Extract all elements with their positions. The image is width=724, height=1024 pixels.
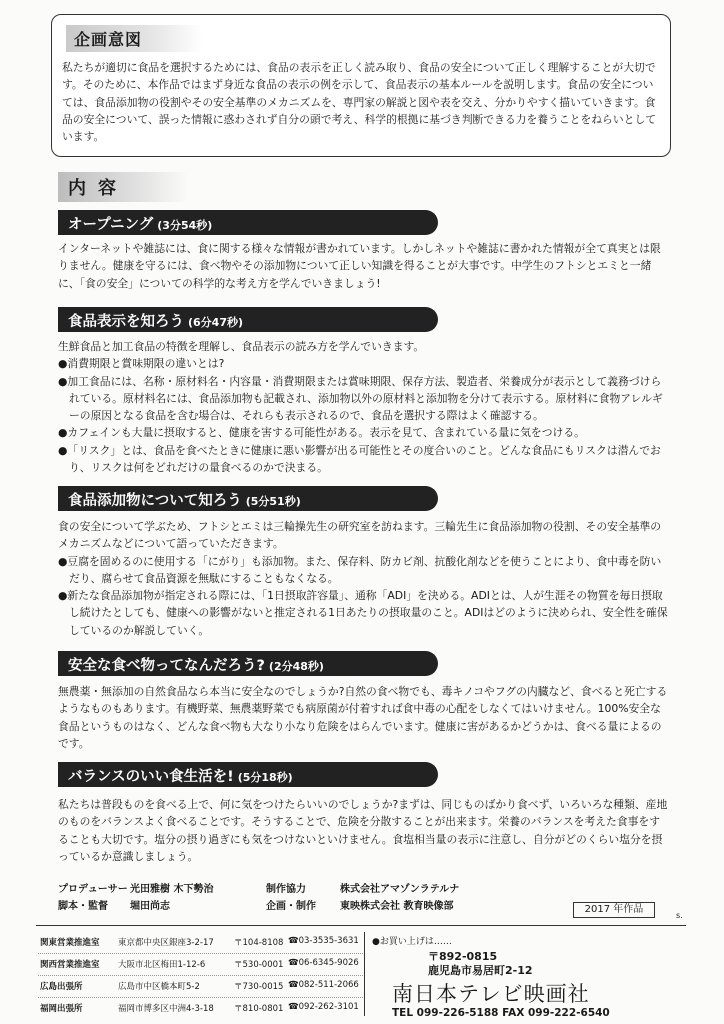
section-paragraph: インターネットや雑誌には、食に関する様々な情報が書かれています。しかしネットや雑誌に書かれた情報が全て真実とは限りません。健康を守るには、食べ物やその添加物について正しい知識を得ることが大事です。中学生のフトシとエミと一緒に、「食の安全」についての科学的な考え方を学んでいきましょう! bbox=[58, 242, 661, 290]
intro-box bbox=[51, 14, 671, 157]
office-address: 大阪市北区梅田1-12-6 bbox=[118, 960, 206, 970]
office-row bbox=[38, 932, 363, 954]
section-bar-balance bbox=[58, 762, 438, 787]
coop-value: 株式会社アマゾンラテルナ bbox=[340, 884, 460, 895]
section-bar-labels bbox=[58, 307, 438, 332]
office-address: 福岡市博多区中洲4-3-18 bbox=[118, 1004, 214, 1014]
section-duration: (3分54秒) bbox=[157, 219, 213, 232]
tel-fax: TEL 099-226-5188 FAX 099-222-6540 bbox=[392, 1007, 610, 1019]
office-phone: ☎092-262-3101 bbox=[288, 1002, 359, 1012]
office-postal: 〒810-0801 bbox=[234, 1004, 284, 1014]
order-postal: 〒892-0815 bbox=[428, 950, 498, 963]
office-name: 関西営業推進室 bbox=[40, 960, 100, 970]
section-bar-opening bbox=[58, 210, 438, 235]
office-phone: ☎03-3535-3631 bbox=[288, 936, 359, 946]
section-body-safe-food bbox=[58, 683, 670, 752]
order-address: 鹿児島市易居町2-12 bbox=[428, 964, 533, 977]
order-label: ●お買い上げは…… bbox=[372, 937, 452, 947]
section-duration: (6分47秒) bbox=[188, 316, 244, 329]
section-bar-safe-food bbox=[58, 651, 438, 676]
bullet-item: ●豆腐を固めるのに使用する「にがり」も添加物。また、保存料、防カビ剤、抗酸化剤などを使うことにより、食中毒を防いだり、腐らせて食品資源を無駄にすることもなくなる。 bbox=[58, 554, 662, 585]
section-title: 食品添加物について知ろう bbox=[68, 493, 242, 509]
section-title: バランスのいい食生活を! bbox=[68, 769, 234, 785]
bullet-item: ●カフェインも大量に摂取すると、健康を害する可能性がある。表示を見て、含まれている量に気をつける。 bbox=[58, 426, 585, 440]
company-name: 南日本テレビ映画社 bbox=[392, 982, 590, 1006]
office-name: 福岡出張所 bbox=[40, 1004, 83, 1014]
director-value: 堀田尚志 bbox=[130, 901, 170, 912]
section-title: オープニング bbox=[68, 217, 154, 233]
section-duration: (5分18秒) bbox=[237, 771, 293, 784]
section-duration: (5分51秒) bbox=[245, 495, 301, 508]
office-postal: 〒730-0015 bbox=[234, 982, 284, 992]
director-label: 脚本・監督 bbox=[58, 901, 108, 912]
section-body-balance bbox=[58, 796, 670, 865]
s-mark: s. bbox=[676, 911, 683, 920]
bullet-item: ●新たな食品添加物が指定される際には、「1日摂取許容量」、通称「ADI」を決める。ADIとは、人が生涯その物質を毎日摂取し続けたとしても、健康への影響がないと推定される1日あたりの摂取量のこと。ADIはどのように決められ、安全性を確保しているのか解説していく。 bbox=[58, 589, 668, 637]
section-paragraph: 生鮮食品と加工食品の特徴を理解し、食品表示の読み方を学んでいきます。 bbox=[58, 340, 425, 353]
office-phone: ☎06-6345-9026 bbox=[288, 958, 359, 968]
coop-label: 制作協力 bbox=[266, 884, 306, 895]
office-phone: ☎082-511-2066 bbox=[288, 980, 359, 990]
office-list bbox=[38, 932, 363, 1019]
section-title: 食品表示を知ろう bbox=[68, 314, 184, 330]
producer-label: プロデューサー bbox=[58, 884, 128, 895]
office-name: 広島出張所 bbox=[40, 982, 83, 992]
office-address: 広島市中区橋本町5-2 bbox=[118, 982, 200, 992]
section-title: 安全な食べ物ってなんだろう? bbox=[68, 658, 265, 674]
office-row bbox=[38, 976, 363, 998]
section-paragraph: 私たちは普段ものを食べる上で、何に気をつけたらいいのでしょうか?まずは、同じものばかり食べず、いろいろな種類、産地のものをバランスよく食べることです。そうすることで、危険を分散することが出来ます。栄養のバランスを考えた食事をすることも大切です。塩分の摂り過ぎにも気をつけないといけません。食塩相当量の表示に注意し、自分がどのくらい塩分を摂っているか意識しましょう。 bbox=[58, 798, 668, 863]
intro-heading: 企画意図 bbox=[66, 25, 202, 52]
office-name: 関東営業推進室 bbox=[40, 938, 100, 948]
office-postal: 〒104-8108 bbox=[234, 938, 284, 948]
office-row bbox=[38, 998, 363, 1019]
section-body-opening bbox=[58, 240, 670, 292]
bullet-item: ●加工食品には、名称・原材料名・内容量・消費期限または賞味期限、保存方法、製造者、栄養成分が表示として義務づけられている。原材料名には、食品添加物も記載され、添加物以外の原材料と添加物を分けて表示する。原材料に食物アレルギーの原因となる食品を含む場合は、それらも表示されるので、食品を選択する際はよく確認する。 bbox=[58, 374, 663, 423]
year-box: 2017 年作品 bbox=[573, 902, 655, 918]
section-paragraph: 無農薬・無添加の自然食品なら本当に安全なのでしょうか?自然の食べ物でも、毒キノコやフグの内臓など、食べると死亡するようなものもあります。有機野菜、無農薬野菜でも病原菌が付着すれば食中毒の心配をしなくてはいけません。100%安全な食品というものはなく、どんな食べ物も大なり小なり危険をはらんでいます。健康に害があるかどうかは、食べる量によるのです。 bbox=[58, 685, 668, 750]
footer-divider bbox=[36, 925, 686, 926]
footer-vertical-divider bbox=[364, 932, 365, 1016]
section-duration: (2分48秒) bbox=[268, 660, 324, 673]
producer-value: 光田雅樹 木下勢治 bbox=[130, 884, 214, 895]
section-body-labels bbox=[58, 338, 670, 476]
office-row bbox=[38, 954, 363, 976]
plan-value: 東映株式会社 教育映像部 bbox=[340, 901, 454, 912]
section-bar-additives bbox=[58, 486, 438, 511]
office-postal: 〒530-0001 bbox=[234, 960, 284, 970]
bullet-item: ●「リスク」とは、食品を食べたときに健康に悪い影響が出る可能性とその度合いのこと。どんな食品にもリスクは潜んでおり、リスクは何をどれだけの量食べるのかで決まる。 bbox=[58, 443, 661, 475]
contents-heading: 内容 bbox=[58, 172, 188, 202]
office-address: 東京都中央区銀座3-2-17 bbox=[118, 938, 214, 948]
bullet-item: ●消費期限と賞味期限の違いとは? bbox=[58, 357, 225, 371]
intro-text: 私たちが適切に食品を選択するためには、食品の表示を正しく読み取り、食品の安全について正しく理解することが大切です。そのために、本作品ではまず身近な食品の表示の例を示して、食品表示の基本ルールを説明します。食品の安全については、食品添加物の役割やその安全基準のメカニズムを、専門家の解説と図や表を交え、分かりやすく描いていきます。食品の安全について、誤った情報に惑わされず自分の頭で考え、科学的根拠に基づき判断できる力を養うことをねらいとしています。 bbox=[62, 61, 657, 144]
section-body-additives bbox=[58, 518, 670, 639]
section-paragraph: 食の安全について学ぶため、フトシとエミは三輪操先生の研究室を訪ねます。三輪先生に食品添加物の役割、その安全基準のメカニズムなどについて語っていただきます。 bbox=[58, 520, 662, 551]
plan-label: 企画・制作 bbox=[266, 901, 316, 912]
